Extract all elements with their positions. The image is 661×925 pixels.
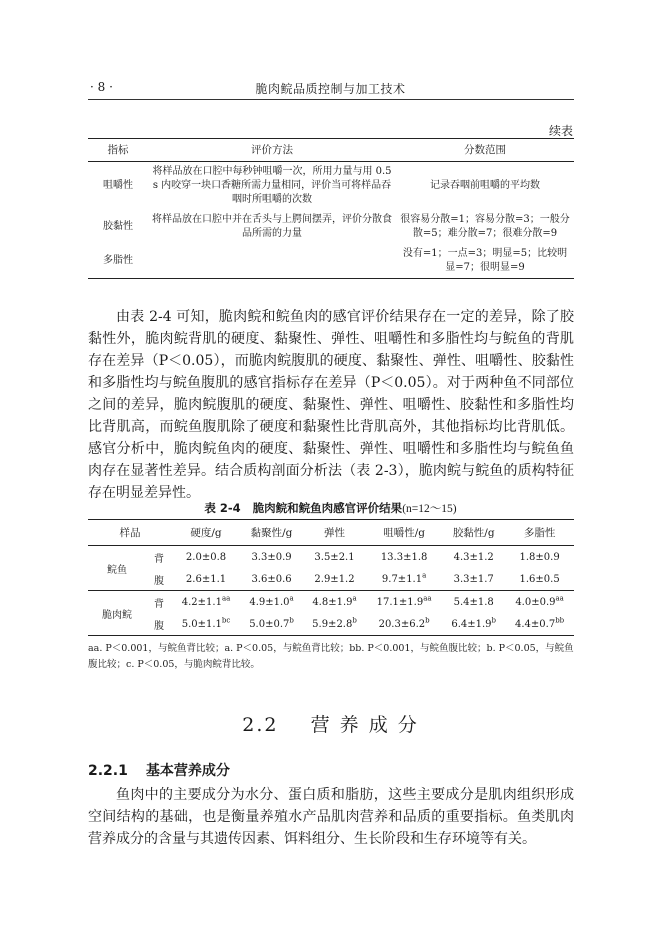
table-header: 指标 (88, 139, 148, 162)
value-cell: 4.0±0.9$^{aa}$ (505, 591, 574, 614)
value-cell: 4.4±0.7$^{bb}$ (505, 613, 574, 636)
table-row (88, 244, 574, 279)
method-cell: 将样品放在口腔中每秒钟咀嚼一次，所用力量与用 0.5 s 内咬穿一块口香糖所需力量相同，评价当可将样品吞咽时所咀嚼的次数 (152, 166, 392, 205)
score-cell: 没有=1；一点=3；明显=5；比较明显=7；很明显=9 (396, 244, 574, 279)
value-cell: 4.3±1.2 (453, 551, 494, 563)
value-cell: 3.5±2.1 (314, 551, 355, 563)
value-cell: 5.0±1.1$^{bc}$ (172, 613, 240, 636)
sample-group-cell: 鲩鱼 (107, 564, 127, 576)
evaluation-method-table (88, 138, 574, 279)
running-header-title: 脆肉鲩品质控制与加工技术 (255, 82, 406, 96)
table-row (88, 568, 574, 591)
table-header: 硬度/g (172, 520, 240, 546)
table-header: 评价方法 (148, 139, 396, 162)
indicator-cell: 胶黏性 (103, 221, 133, 232)
section-heading (0, 710, 661, 737)
part-cell: 腹 (154, 575, 164, 587)
value-cell: 9.7±1.1$^a$ (381, 571, 427, 585)
table-row (88, 162, 574, 211)
value-cell: 1.8±0.9 (519, 551, 560, 563)
table-header: 分数范围 (396, 139, 574, 162)
method-cell: 将样品放在口腔中并在舌头与上腭间摆弄，评价分散食品所需的力量 (152, 214, 392, 239)
body-paragraph: 由表 2-4 可知，脆肉鲩和鲩鱼肉的感官评价结果存在一定的差异，除了胶黏性外，脆肉鲩背肌的硬度、黏聚性、弹性、咀嚼性和多脂性均与鲩鱼的背肌存在差异（P＜0.05），而脆肉鲩腹肌的硬度、黏聚性、弹性、咀嚼性、胶黏性和多脂性均与鲩鱼腹肌的感官指标存在差异（P＜0.05）。对于两种鱼不同部位之间的差异，脆肉鲩腹肌的硬度、黏聚性、弹性、咀嚼性、胶黏性和多脂性均比背肌高，而鲩鱼腹肌除了硬度和黏聚性比背肌高外，其他指标均比背肌低。感官分析中，脆肉鲩鱼肉的硬度、黏聚性、弹性、咀嚼性和多脂性均与鲩鱼鱼肉存在显著性差异。结合质构剖面分析法（表 2-3），脆肉鲩与鲩鱼的质构特征存在明显差异性。 (88, 309, 574, 501)
table-header: 弹性 (303, 520, 366, 546)
table-row (88, 210, 574, 244)
value-cell: 13.3±1.8 (380, 551, 428, 563)
value-cell: 3.3±1.7 (453, 573, 494, 585)
value-cell: 4.8±1.9$^a$ (303, 591, 366, 614)
value-cell: 20.3±6.2$^b$ (366, 613, 442, 636)
table-header: 多脂性 (505, 520, 574, 546)
value-cell: 2.9±1.2 (314, 573, 355, 585)
table-header: 样品 (88, 520, 172, 546)
score-cell: 很容易分散=1；容易分散=3；一般分散=5；难分散=7；很难分散=9 (400, 214, 570, 239)
table-caption (0, 500, 661, 516)
indicator-cell: 多脂性 (88, 244, 148, 279)
value-cell: 5.0±0.7$^b$ (240, 613, 303, 636)
value-cell: 1.6±0.5 (519, 573, 560, 585)
table-row (88, 613, 574, 636)
value-cell: 5.4±1.8 (442, 591, 505, 614)
value-cell: 6.4±1.9$^b$ (442, 613, 505, 636)
page-number: · 8 · (90, 80, 113, 94)
table-row (88, 546, 574, 569)
sensory-evaluation-table (88, 519, 574, 636)
table-row (88, 591, 574, 614)
part-cell: 腹 (146, 613, 172, 636)
value-cell: 5.9±2.8$^b$ (303, 613, 366, 636)
part-cell: 背 (154, 553, 164, 565)
table-caption-text: 脆肉鲩和鲩鱼肉感官评价结果 (252, 501, 403, 515)
score-cell: 记录吞咽前咀嚼的平均数 (430, 180, 540, 191)
value-cell: 2.6±1.1 (185, 573, 227, 585)
value-cell: 4.9±1.0$^a$ (240, 591, 303, 614)
table-footnote: aa. P＜0.001，与鲩鱼背比较；a. P＜0.05，与鲩鱼背比较；bb. P＜0.001，与鲩鱼腹比较；b. P＜0.05，与鲩鱼腹比较；c. P＜0.05，与脆肉鲩背比较。 (88, 643, 574, 670)
value-cell: 3.3±0.9 (251, 551, 292, 563)
value-cell: 4.2±1.1$^{aa}$ (172, 591, 240, 614)
table-header: 咀嚼性/g (366, 520, 442, 546)
value-cell: 2.0±0.8 (185, 551, 227, 563)
body-paragraph: 鱼肉中的主要成分为水分、蛋白质和脂肪，这些主要成分是肌肉组织形成空间结构的基础，也是衡量养殖水产品肌肉营养和品质的重要指标。鱼类肌肉营养成分的含量与其遗传因素、饵料组分、生长阶段和生存环境等有关。 (88, 787, 574, 847)
part-cell: 背 (146, 591, 172, 614)
value-cell: 17.1±1.9$^{aa}$ (366, 591, 442, 614)
sample-group-cell: 脆肉鲩 (88, 591, 146, 636)
table-header: 黏聚性/g (240, 520, 303, 546)
section-number: 2.2 (242, 714, 279, 736)
table-continued-label: 续表 (548, 124, 573, 138)
table-caption-label: 表 2-4 (204, 501, 241, 515)
method-cell (148, 244, 396, 279)
value-cell: 3.6±0.6 (251, 573, 292, 585)
section-title: 营 养 成 分 (310, 714, 419, 736)
subsection-heading (88, 760, 230, 780)
indicator-cell: 咀嚼性 (103, 180, 133, 191)
header-rule (88, 99, 574, 100)
subsection-number: 2.2.1 (88, 763, 128, 779)
subsection-title: 基本营养成分 (145, 763, 230, 779)
table-caption-n: (n=12～15) (402, 503, 457, 515)
table-header: 胶黏性/g (442, 520, 505, 546)
